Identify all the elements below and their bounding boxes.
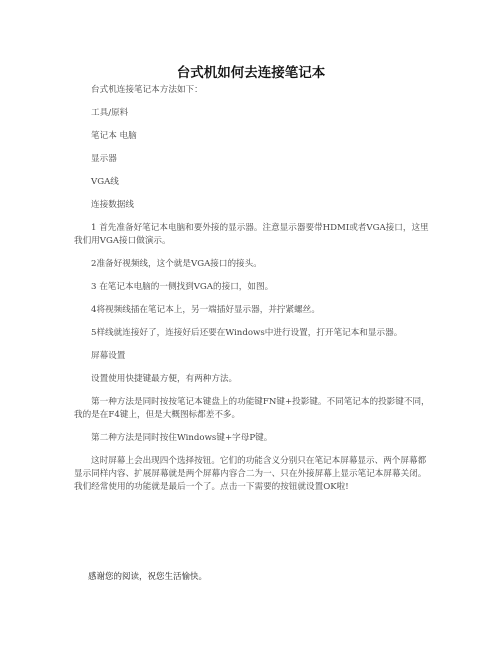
closing-note: 感谢您的阅读，祝您生活愉快。 [88,572,208,582]
document-body [74,84,434,504]
paragraph: 设置使用快捷键最方便，有两种方法。 [91,374,238,384]
document-title: 台式机如何去连接笔记本 [176,65,326,81]
paragraph: 第一种方法是同时按按笔记本键盘上的功能键FN键+投影键。不同笔记本的投影键不同，我的是在F4键上，但是大概图标都差不多。 [74,397,430,420]
paragraph: VGA线 [91,177,119,187]
paragraph: 4将视频线插在笔记本上，另一端插好显示器，并拧紧螺丝。 [91,305,320,315]
paragraph: 屏幕设置 [91,351,126,361]
paragraph: 笔记本 电脑 [91,131,137,141]
paragraph: 3 在笔记本电脑的一侧找到VGA的接口，如图。 [91,282,274,292]
paragraph: 第二种方法是同时按住Windows键+字母P键。 [91,433,273,443]
paragraph: 工具/原料 [91,108,129,118]
paragraph: 这时屏幕上会出现四个选择按钮。它们的功能含义分别只在笔记本屏幕显示、两个屏幕都显示同样内容、扩展屏幕就是两个屏幕内容合二为一、只在外接屏幕上显示笔记本屏幕关闭。我们经常使用的功能就是最后一个了。点击一下需要的按钮就设置OK啦! [74,456,427,492]
paragraph: 连接数据线 [91,200,134,210]
paragraph: 显示器 [91,154,117,164]
paragraph: 1 首先准备好笔记本电脑和要外接的显示器。注意显示器要带HDMI或者VGA接口，这里我们用VGA接口做演示。 [74,223,429,246]
paragraph: 台式机连接笔记本方法如下： [91,85,203,95]
paragraph: 5样线就连接好了，连接好后还要在Windows中进行设置，打开笔记本和显示器。 [91,328,403,338]
paragraph: 2准备好视频线，这个就是VGA接口的接头。 [91,259,262,269]
